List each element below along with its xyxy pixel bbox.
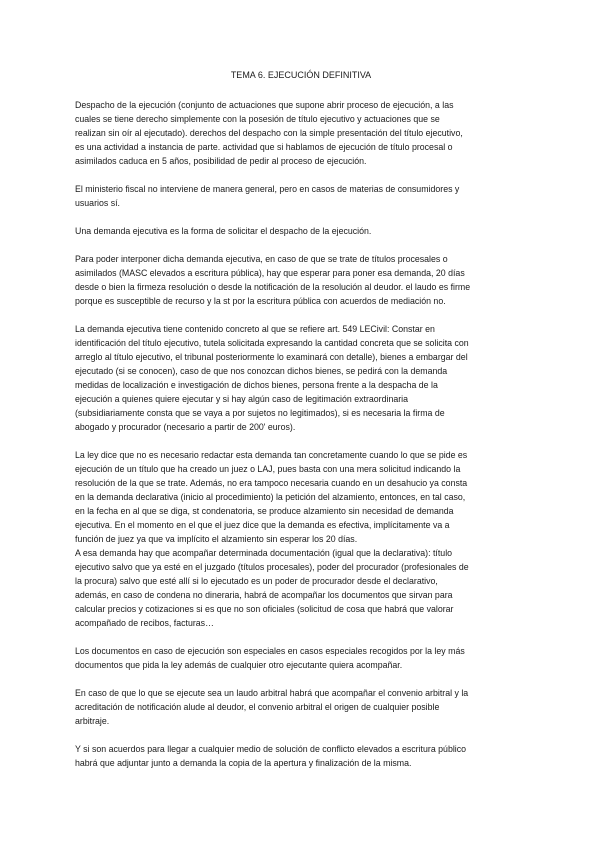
text-line: La ley dice que no es necesario redactar esta demanda tan concretamente cuando lo que se pide es [75, 450, 468, 460]
text-line: cuales se tiene derecho simplemente con la posesión de título ejecutivo y actuaciones que se [75, 114, 440, 124]
text-line: identificación del título ejecutivo, tutela solicitada expresando la cantidad concreta que se solicita con [75, 338, 469, 348]
text-line: Una demanda ejecutiva es la forma de solicitar el despacho de la ejecución. [75, 226, 372, 236]
text-line: Los documentos en caso de ejecución son especiales en casos especiales recogidos por la ley más [75, 646, 465, 656]
text-line: La demanda ejecutiva tiene contenido concreto al que se refiere art. 549 LECivil: Constar en [75, 324, 435, 334]
paragraph [75, 98, 527, 168]
paragraph [75, 224, 527, 238]
text-line: desde o bien la firmeza resolución o desde la notificación de la resolución al deudor. el laudo es firme [75, 282, 471, 292]
text-line: calcular precios y cotizaciones si es que no son oficiales (solicitud de cosa que habrá que valorar [75, 604, 454, 614]
text-line: documentos que pida la ley además de cualquier otro ejecutante quiera acompañar. [75, 660, 403, 670]
paragraph [75, 322, 527, 434]
text-line: ejecutado (si se conocen), caso de que nos conozcan dichos bienes, se pedirá con la demanda [75, 366, 448, 376]
text-line: (subsidiariamente consta que se vaya a por sujetos no legitimados), si es necesaria la firma de [75, 408, 445, 418]
text-line: medidas de localización e investigación de dichos bienes, persona frente a la despacha de la [75, 380, 438, 390]
paragraph [75, 182, 527, 210]
text-line: ejecutivo salvo que ya esté en el juzgado (títulos procesales), poder del procurador (profesionales de [75, 562, 469, 572]
text-line: asimilados caduca en 5 años, posibilidad de pedir al proceso de ejecución. [75, 156, 367, 166]
text-line: función de juez ya que va implícito el alzamiento sin esperar los 20 días. [75, 534, 358, 544]
paragraph [75, 686, 527, 728]
text-line: abogado y procurador (necesario a partir de 200' euros). [75, 422, 296, 432]
paragraph [75, 546, 527, 630]
text-line: realizan sin oír al ejecutado). derechos del despacho con la simple presentación del título ejecutivo, [75, 128, 463, 138]
text-line: habrá que adjuntar junto a demanda la copia de la apertura y finalización de la misma. [75, 758, 412, 768]
text-line: porque es susceptible de recurso y la st por la escritura pública con acuerdos de mediación no. [75, 296, 446, 306]
text-line: es una actividad a instancia de parte. actividad que si hablamos de ejecución de título procesal o [75, 142, 453, 152]
text-line: la procura) salvo que esté allí si lo ejecutado es un poder de procurador desde el declarativo, [75, 576, 438, 586]
text-line: usuarios sí. [75, 198, 120, 208]
text-line: además, en caso de condena no dineraria, habrá de acompañar los documentos que sirvan para [75, 590, 453, 600]
text-line: ejecución a quienes quiere ejecutar y si hay algún caso de legitimación extraordinaria [75, 394, 409, 404]
paragraph-list [75, 98, 527, 770]
paragraph [75, 742, 527, 770]
text-line: A esa demanda hay que acompañar determinada documentación (igual que la declarativa): título [75, 548, 453, 558]
text-line: acompañado de recibos, facturas… [75, 618, 214, 628]
text-line: El ministerio fiscal no interviene de manera general, pero en casos de materias de consumidores y [75, 184, 460, 194]
document-title: TEMA 6. EJECUCIÓN DEFINITIVA [230, 70, 372, 80]
text-line: Y si son acuerdos para llegar a cualquier medio de solución de conflicto elevados a escritura público [75, 744, 467, 754]
text-line: asimilados (MASC elevados a escritura pública), hay que esperar para poner esa demanda, 20 días [75, 268, 465, 278]
document-body [75, 68, 527, 784]
paragraph [75, 644, 527, 672]
text-line: Despacho de la ejecución (conjunto de actuaciones que supone abrir proceso de ejecución, a las [75, 100, 454, 110]
text-line: ejecutiva. En el momento en el que el juez dice que la demanda es efectiva, implícitamente va a [75, 520, 450, 530]
text-line: en la fecha en al que se diga, st condenatoria, se produce alzamiento sin necesidad de demanda [75, 506, 454, 516]
text-line: arbitraje. [75, 716, 110, 726]
text-line: arreglo al título ejecutivo, el tribunal posteriormente lo examinará con detalle), bienes a embargar del [75, 352, 468, 362]
text-line: Para poder interponer dicha demanda ejecutiva, en caso de que se trate de títulos procesales o [75, 254, 448, 264]
text-line: ejecución de un título que ha creado un juez o LAJ, pues basta con una mera solicitud indicando la [75, 464, 461, 474]
text-line: En caso de que lo que se ejecute sea un laudo arbitral habrá que acompañar el convenio arbitral y la [75, 688, 469, 698]
text-line: acreditación de notificación alude al deudor, el convenio arbitral el origen de cualquier posible [75, 702, 440, 712]
text-line: en la demanda declarativa (inicio al procedimiento) la petición del alzamiento, entonces, en tal caso, [75, 492, 466, 502]
paragraph [75, 252, 527, 308]
text-line: resolución de la que se trate. Además, no era tampoco necesaria cuando en un desahucio ya consta [75, 478, 468, 488]
paragraph [75, 448, 527, 546]
